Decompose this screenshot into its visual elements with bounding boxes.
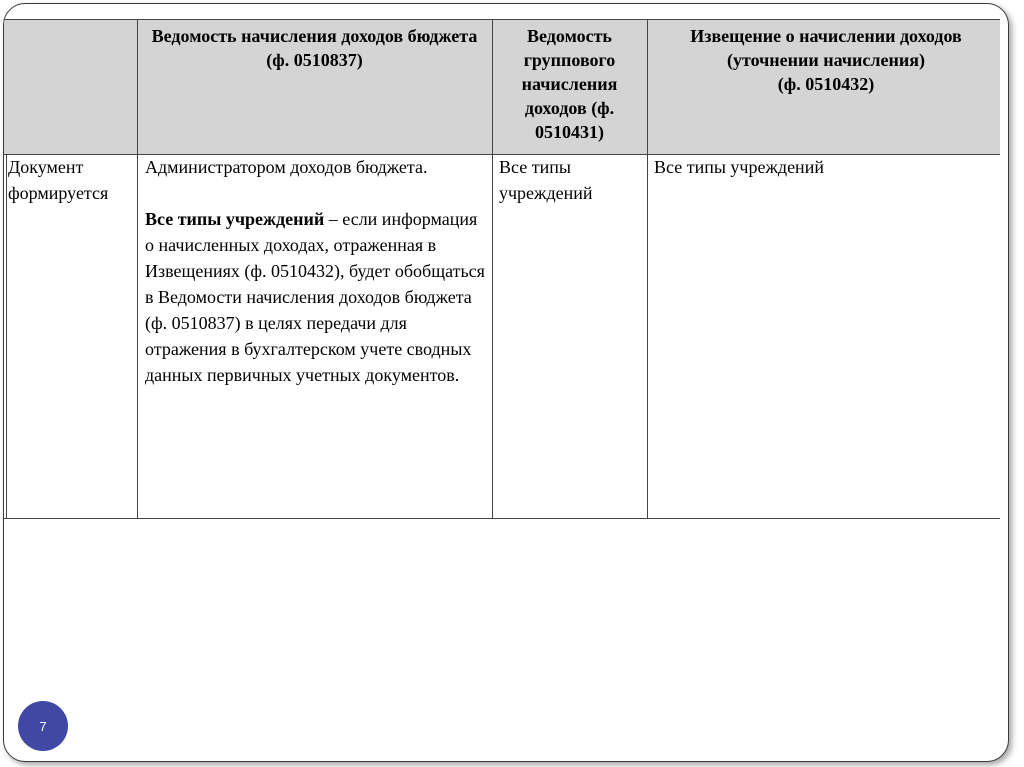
table-bottom-border <box>4 518 1000 519</box>
slide-frame <box>3 3 1009 762</box>
table-top-border <box>4 19 1000 20</box>
cell-0510432-body: Все типы учреждений <box>654 157 824 177</box>
col-border-1 <box>137 19 138 518</box>
cell-0510837-body <box>145 154 485 388</box>
cell-0510837-rest: – если информация о начисленных доходах, отраженная в Извещениях (ф. 0510432), будет обобщаться в Ведомости начисления доходов бюджета (ф. 0510837) в целях передачи для отражения в бухгалтерском учете сводных данных первичных учетных документов. <box>145 209 485 385</box>
col-border-0 <box>6 154 7 518</box>
cell-0510837-bold: Все типы учреждений <box>145 209 325 229</box>
cell-0510837-detail <box>145 206 485 388</box>
col-border-3 <box>647 19 648 518</box>
page-number-badge: 7 <box>18 701 68 751</box>
cell-0510837-intro: Администратором доходов бюджета. <box>145 157 428 177</box>
header-vedomost-0510431: Ведомость группового начисления доходов (ф. 0510431) <box>521 26 618 142</box>
cell-0510431-body: Все типы учреждений <box>499 157 593 203</box>
header-izveshchenie-0510432: Извещение о начислении доходов (уточнении начисления) (ф. 0510432) <box>690 26 962 94</box>
col-border-2 <box>492 19 493 518</box>
header-vedomost-0510837: Ведомость начисления доходов бюджета (ф. 0510837) <box>151 26 478 70</box>
row-label: Документ формируется <box>8 157 109 203</box>
